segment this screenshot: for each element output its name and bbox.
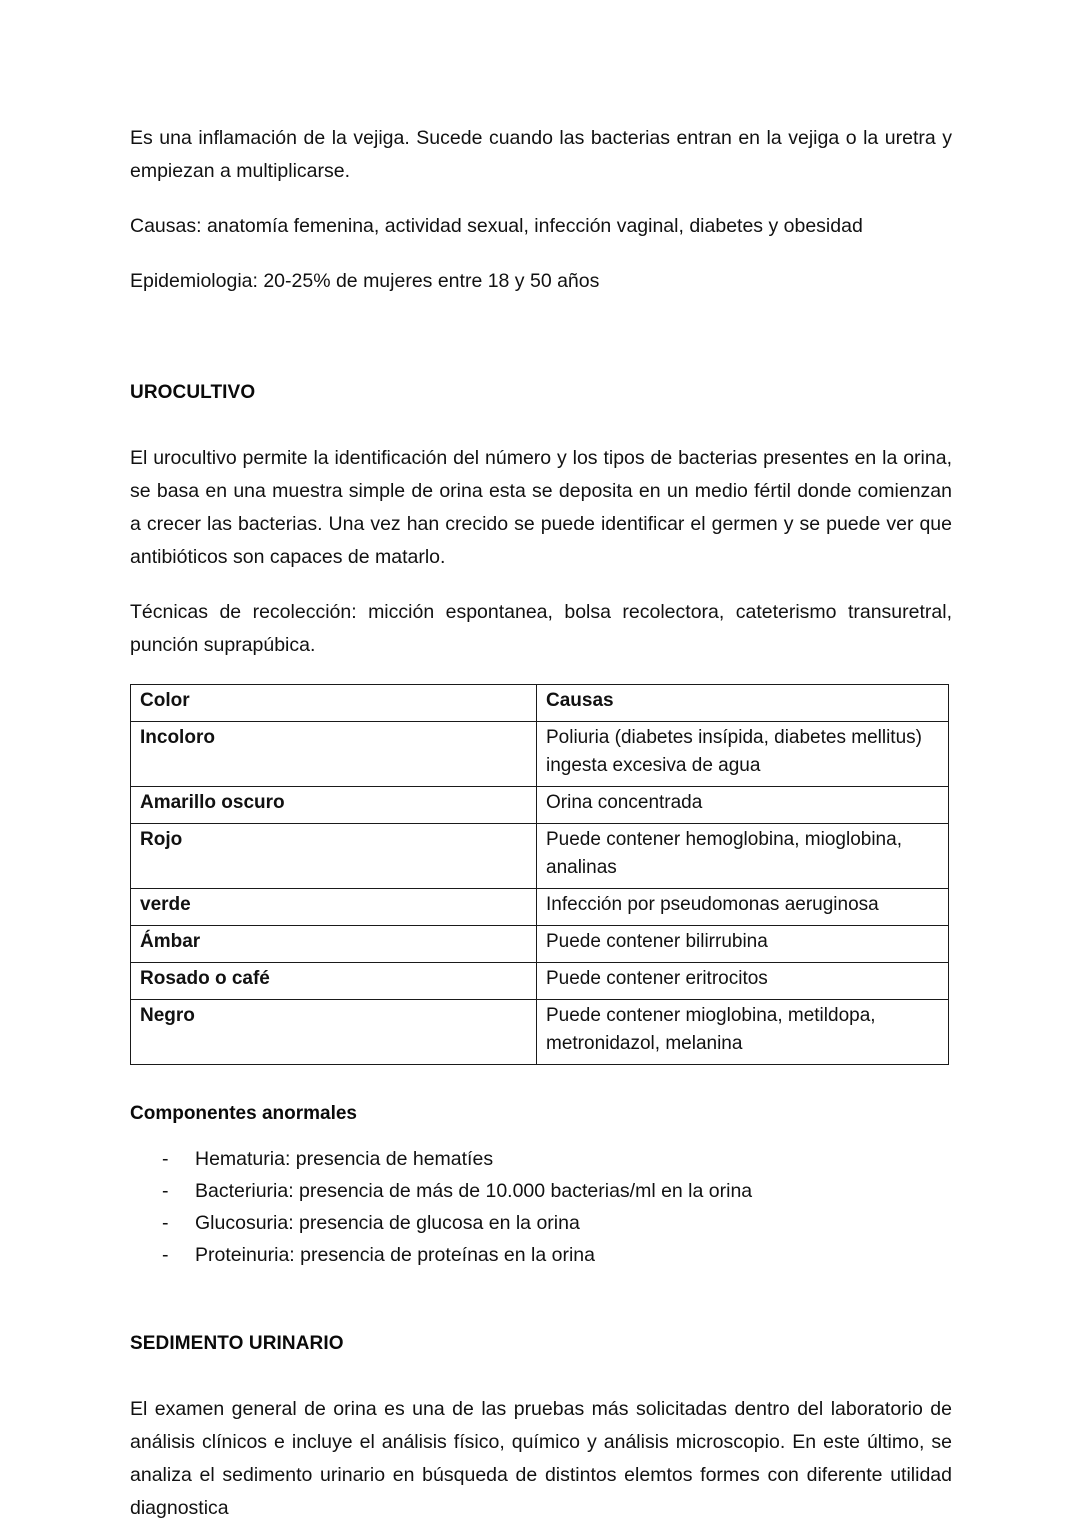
paragraph-causas: Causas: anatomía femenina, actividad sexual, infección vaginal, diabetes y obesidad bbox=[130, 215, 863, 237]
table-row bbox=[131, 963, 949, 1000]
table-cell-color: Ámbar bbox=[131, 926, 537, 963]
dash-marker-icon: - bbox=[162, 1244, 169, 1266]
table-cell-color: Rojo bbox=[131, 824, 537, 889]
list-item-label: Bacteriuria: presencia de más de 10.000 bacterias/ml en la orina bbox=[195, 1180, 753, 1202]
table-header-color: Color bbox=[131, 685, 537, 722]
table-header-row bbox=[131, 685, 949, 722]
table-cell-cause: Puede contener mioglobina, metildopa, metronidazol, melanina bbox=[537, 1000, 949, 1065]
heading-sedimento-urinario: SEDIMENTO URINARIO bbox=[130, 1333, 344, 1354]
table-cell-cause: Poliuria (diabetes insípida, diabetes mellitus) ingesta excesiva de agua bbox=[537, 722, 949, 787]
table-row bbox=[131, 926, 949, 963]
table-row bbox=[131, 722, 949, 787]
list-item-label: Hematuria: presencia de hematíes bbox=[195, 1148, 494, 1170]
table-spacer bbox=[130, 1065, 952, 1099]
table-cell-color: Negro bbox=[131, 1000, 537, 1065]
paragraph-urocultivo-1: El urocultivo permite la identificación del número y los tipos de bacterias presentes en la orina, se basa en una muestra simple de orina esta se deposita en un medio fértil donde comienzan a crecer las bacterias. Una vez han crecido se puede identificar el germen y se puede ver que antibióticos son capaces de matarlo. bbox=[130, 447, 952, 568]
color-causes-table bbox=[130, 684, 949, 1065]
table-row bbox=[131, 889, 949, 926]
list-item-label: Glucosuria: presencia de glucosa en la orina bbox=[195, 1212, 580, 1234]
list-item bbox=[130, 1143, 952, 1175]
heading-componentes-anormales: Componentes anormales bbox=[130, 1103, 357, 1124]
paragraph-intro-1: Es una inflamación de la vejiga. Sucede cuando las bacterias entran en la vejiga o la uretra y empiezan a multiplicarse. bbox=[130, 127, 952, 182]
dash-marker-icon: - bbox=[162, 1180, 169, 1202]
table-cell-color: Rosado o café bbox=[131, 963, 537, 1000]
table-row bbox=[131, 1000, 949, 1065]
list-spacer bbox=[130, 1129, 952, 1143]
document-content bbox=[130, 122, 952, 1527]
heading-urocultivo: UROCULTIVO bbox=[130, 382, 256, 403]
paragraph-sedimento-1: El examen general de orina es una de las pruebas más solicitadas dentro del laboratorio de análisis clínicos e incluye el análisis físico, químico y análisis microscopio. En este último, se analiza el sedimento urinario en búsqueda de distintos elemtos formes con diferente utilidad diagnostica bbox=[130, 1398, 952, 1519]
table-cell-cause: Orina concentrada bbox=[537, 787, 949, 824]
list-item bbox=[130, 1239, 952, 1271]
table-cell-color: Incoloro bbox=[131, 722, 537, 787]
list-item-label: Proteinuria: presencia de proteínas en la orina bbox=[195, 1244, 595, 1266]
table-cell-cause: Puede contener bilirrubina bbox=[537, 926, 949, 963]
section-spacer bbox=[130, 1271, 952, 1329]
heading-spacer bbox=[130, 408, 952, 442]
heading-spacer bbox=[130, 1359, 952, 1393]
list-item bbox=[130, 1207, 952, 1239]
table-cell-color: verde bbox=[131, 889, 537, 926]
table-header-causas: Causas bbox=[537, 685, 949, 722]
section-spacer bbox=[130, 320, 952, 378]
list-item bbox=[130, 1175, 952, 1207]
paragraph-epidemiologia: Epidemiologia: 20-25% de mujeres entre 18 y 50 años bbox=[130, 270, 600, 292]
table-cell-cause: Puede contener eritrocitos bbox=[537, 963, 949, 1000]
table-row bbox=[131, 824, 949, 889]
componentes-anormales-list bbox=[130, 1143, 952, 1271]
table-cell-cause: Puede contener hemoglobina, mioglobina, analinas bbox=[537, 824, 949, 889]
dash-marker-icon: - bbox=[162, 1212, 169, 1234]
table-cell-cause: Infección por pseudomonas aeruginosa bbox=[537, 889, 949, 926]
dash-marker-icon: - bbox=[162, 1148, 169, 1170]
paragraph-tecnicas: Técnicas de recolección: micción espontanea, bolsa recolectora, cateterismo transuretral, punción suprapúbica. bbox=[130, 601, 952, 656]
table-cell-color: Amarillo oscuro bbox=[131, 787, 537, 824]
table-row bbox=[131, 787, 949, 824]
